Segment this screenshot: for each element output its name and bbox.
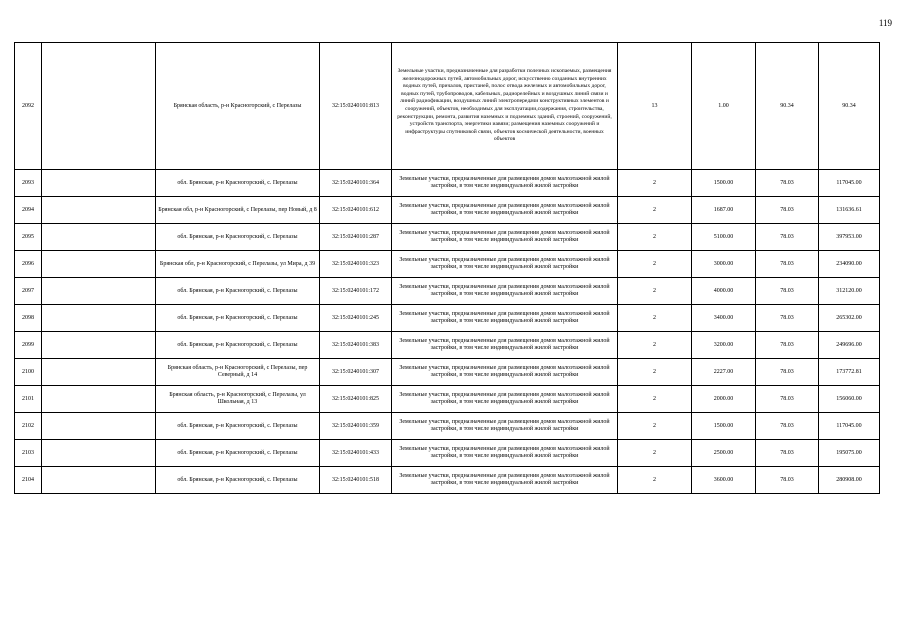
cadastral-value-cell: 234090.00	[819, 251, 880, 278]
group-code-cell: 2	[618, 170, 692, 197]
table-row	[15, 440, 880, 467]
group-code-cell: 2	[618, 359, 692, 386]
area-cell: 3000.00	[692, 251, 756, 278]
cadastral-number-cell: 32:15:0240101:172	[320, 278, 392, 305]
blank-cell	[42, 305, 156, 332]
land-use-cell: Земельные участки, предназначенные для размещения домов малоэтажной жилой застройки, в том числе индивидуальной жилой застройки	[392, 251, 618, 278]
row-number-cell: 2101	[15, 386, 42, 413]
table-row	[15, 170, 880, 197]
row-number-cell: 2103	[15, 440, 42, 467]
rate-cell: 78.03	[756, 278, 819, 305]
land-use-cell: Земельные участки, предназначенные для размещения домов малоэтажной жилой застройки, в том числе индивидуальной жилой застройки	[392, 305, 618, 332]
land-use-cell: Земельные участки, предназначенные для размещения домов малоэтажной жилой застройки, в том числе индивидуальной жилой застройки	[392, 467, 618, 494]
table-row	[15, 224, 880, 251]
cadastral-number-cell: 32:15:0240101:383	[320, 332, 392, 359]
land-use-cell: Земельные участки, предназначенные для разработки полезных ископаемых, размещения железнодорожных путей, автомобильных дорог, искусственно созданных внутренних водных путей, причалов, пристаней, полос отвода железных и автомобильных дорог, водных путей, трубопроводов, кабельных, радиорелейных и воздушных линий связи и линий радиофикации, воздушных линий электропередачи конструктивных элементов и сооружений, объектов, необходимых для эксплуатации,содержания, строительства, реконструкции, ремонта, развития наземных и подземных зданий, строений, сооружений, устройств транспорта, энергетики иавязи; размещения наземных сооружений и инфраструктуры спутниковой связи, объектов космической деятельности, военных объектов	[392, 43, 618, 170]
table-row	[15, 197, 880, 224]
group-code-cell: 2	[618, 440, 692, 467]
address-cell: Брянская область, р-н Красногорский, с Перелазы, пер Северный, д 14	[156, 359, 320, 386]
blank-cell	[42, 440, 156, 467]
row-number-cell: 2099	[15, 332, 42, 359]
address-cell: Брянская обл, р-н Красногорский, с Перелазы, ул Мира, д 39	[156, 251, 320, 278]
table-row	[15, 386, 880, 413]
land-use-cell: Земельные участки, предназначенные для размещения домов малоэтажной жилой застройки, в том числе индивидуальной жилой застройки	[392, 386, 618, 413]
cadastral-value-cell: 156060.00	[819, 386, 880, 413]
cadastral-number-cell: 32:15:0240101:433	[320, 440, 392, 467]
rate-cell: 78.03	[756, 413, 819, 440]
row-number-cell: 2097	[15, 278, 42, 305]
land-use-cell: Земельные участки, предназначенные для размещения домов малоэтажной жилой застройки, в том числе индивидуальной жилой застройки	[392, 440, 618, 467]
address-cell: обл. Брянская, р-н Красногорский, с. Перелазы	[156, 170, 320, 197]
area-cell: 2000.00	[692, 386, 756, 413]
cadastral-value-cell: 117045.00	[819, 170, 880, 197]
blank-cell	[42, 170, 156, 197]
cadastral-value-cell: 312120.00	[819, 278, 880, 305]
cadastral-number-cell: 32:15:0240101:323	[320, 251, 392, 278]
blank-cell	[42, 251, 156, 278]
table-row	[15, 359, 880, 386]
cadastral-number-cell: 32:15:0240101:825	[320, 386, 392, 413]
cadastral-number-cell: 32:15:0240101:359	[320, 413, 392, 440]
cadastral-value-cell: 249696.00	[819, 332, 880, 359]
area-cell: 3400.00	[692, 305, 756, 332]
blank-cell	[42, 386, 156, 413]
row-number-cell: 2102	[15, 413, 42, 440]
area-cell: 1500.00	[692, 170, 756, 197]
row-number-cell: 2104	[15, 467, 42, 494]
address-cell: обл. Брянская, р-н Красногорский, с. Перелазы	[156, 332, 320, 359]
rate-cell: 78.03	[756, 386, 819, 413]
address-cell: обл. Брянская, р-н Красногорский, с. Перелазы	[156, 305, 320, 332]
address-cell: обл. Брянская, р-н Красногорский, с. Перелазы	[156, 467, 320, 494]
blank-cell	[42, 359, 156, 386]
table-row	[15, 332, 880, 359]
land-use-cell: Земельные участки, предназначенные для размещения домов малоэтажной жилой застройки, в том числе индивидуальной жилой застройки	[392, 278, 618, 305]
cadastral-number-cell: 32:15:0240101:364	[320, 170, 392, 197]
land-use-cell: Земельные участки, предназначенные для размещения домов малоэтажной жилой застройки, в том числе индивидуальной жилой застройки	[392, 197, 618, 224]
group-code-cell: 2	[618, 251, 692, 278]
address-cell: обл. Брянская, р-н Красногорский, с. Перелазы	[156, 413, 320, 440]
group-code-cell: 2	[618, 332, 692, 359]
address-cell: обл. Брянская, р-н Красногорский, с. Перелазы	[156, 224, 320, 251]
rate-cell: 78.03	[756, 440, 819, 467]
table-row	[15, 305, 880, 332]
group-code-cell: 2	[618, 386, 692, 413]
group-code-cell: 2	[618, 305, 692, 332]
cadastral-number-cell: 32:15:0240101:287	[320, 224, 392, 251]
cadastral-value-cell: 397953.00	[819, 224, 880, 251]
area-cell: 1687.00	[692, 197, 756, 224]
row-number-cell: 2095	[15, 224, 42, 251]
rate-cell: 90.34	[756, 43, 819, 170]
group-code-cell: 2	[618, 278, 692, 305]
rate-cell: 78.03	[756, 224, 819, 251]
cadastral-value-cell: 131636.61	[819, 197, 880, 224]
land-registry-table	[14, 42, 880, 494]
rate-cell: 78.03	[756, 467, 819, 494]
blank-cell	[42, 43, 156, 170]
land-use-cell: Земельные участки, предназначенные для размещения домов малоэтажной жилой застройки, в том числе индивидуальной жилой застройки	[392, 332, 618, 359]
address-cell: Брянская область, р-н Красногорский, с Перелазы, ул Школьная, д 13	[156, 386, 320, 413]
rate-cell: 78.03	[756, 197, 819, 224]
group-code-cell: 13	[618, 43, 692, 170]
table-row	[15, 251, 880, 278]
rate-cell: 78.03	[756, 251, 819, 278]
cadastral-number-cell: 32:15:0240101:612	[320, 197, 392, 224]
table-body	[15, 43, 880, 494]
blank-cell	[42, 224, 156, 251]
blank-cell	[42, 278, 156, 305]
address-cell: Брянская область, р-н Красногорский, с Перелазы	[156, 43, 320, 170]
rate-cell: 78.03	[756, 359, 819, 386]
land-use-cell: Земельные участки, предназначенные для размещения домов малоэтажной жилой застройки, в том числе индивидуальной жилой застройки	[392, 359, 618, 386]
page-number: 119	[878, 18, 892, 28]
table-row	[15, 467, 880, 494]
group-code-cell: 2	[618, 467, 692, 494]
cadastral-number-cell: 32:15:0240101:245	[320, 305, 392, 332]
row-number-cell: 2096	[15, 251, 42, 278]
cadastral-number-cell: 32:15:0240101:813	[320, 43, 392, 170]
group-code-cell: 2	[618, 224, 692, 251]
blank-cell	[42, 197, 156, 224]
blank-cell	[42, 467, 156, 494]
row-number-cell: 2100	[15, 359, 42, 386]
area-cell: 2227.00	[692, 359, 756, 386]
row-number-cell: 2092	[15, 43, 42, 170]
area-cell: 5100.00	[692, 224, 756, 251]
group-code-cell: 2	[618, 413, 692, 440]
cadastral-value-cell: 195075.00	[819, 440, 880, 467]
rate-cell: 78.03	[756, 170, 819, 197]
area-cell: 2500.00	[692, 440, 756, 467]
table-row	[15, 413, 880, 440]
rate-cell: 78.03	[756, 332, 819, 359]
area-cell: 3600.00	[692, 467, 756, 494]
group-code-cell: 2	[618, 197, 692, 224]
cadastral-number-cell: 32:15:0240101:518	[320, 467, 392, 494]
row-number-cell: 2098	[15, 305, 42, 332]
area-cell: 4000.00	[692, 278, 756, 305]
blank-cell	[42, 332, 156, 359]
area-cell: 1500.00	[692, 413, 756, 440]
table-row	[15, 278, 880, 305]
area-cell: 3200.00	[692, 332, 756, 359]
cadastral-value-cell: 90.34	[819, 43, 880, 170]
cadastral-number-cell: 32:15:0240101:307	[320, 359, 392, 386]
land-use-cell: Земельные участки, предназначенные для размещения домов малоэтажной жилой застройки, в том числе индивидуальной жилой застройки	[392, 170, 618, 197]
address-cell: Брянская обл, р-н Красногорский, с Перелазы, пер Новый, д 8	[156, 197, 320, 224]
cadastral-value-cell: 280908.00	[819, 467, 880, 494]
cadastral-value-cell: 265302.00	[819, 305, 880, 332]
row-number-cell: 2093	[15, 170, 42, 197]
cadastral-value-cell: 173772.81	[819, 359, 880, 386]
address-cell: обл. Брянская, р-н Красногорский, с. Перелазы	[156, 278, 320, 305]
area-cell: 1.00	[692, 43, 756, 170]
table-row	[15, 43, 880, 170]
blank-cell	[42, 413, 156, 440]
cadastral-value-cell: 117045.00	[819, 413, 880, 440]
land-use-cell: Земельные участки, предназначенные для размещения домов малоэтажной жилой застройки, в том числе индивидуальной жилой застройки	[392, 224, 618, 251]
rate-cell: 78.03	[756, 305, 819, 332]
land-use-cell: Земельные участки, предназначенные для размещения домов малоэтажной жилой застройки, в том числе индивидуальной жилой застройки	[392, 413, 618, 440]
address-cell: обл. Брянская, р-н Красногорский, с. Перелазы	[156, 440, 320, 467]
row-number-cell: 2094	[15, 197, 42, 224]
